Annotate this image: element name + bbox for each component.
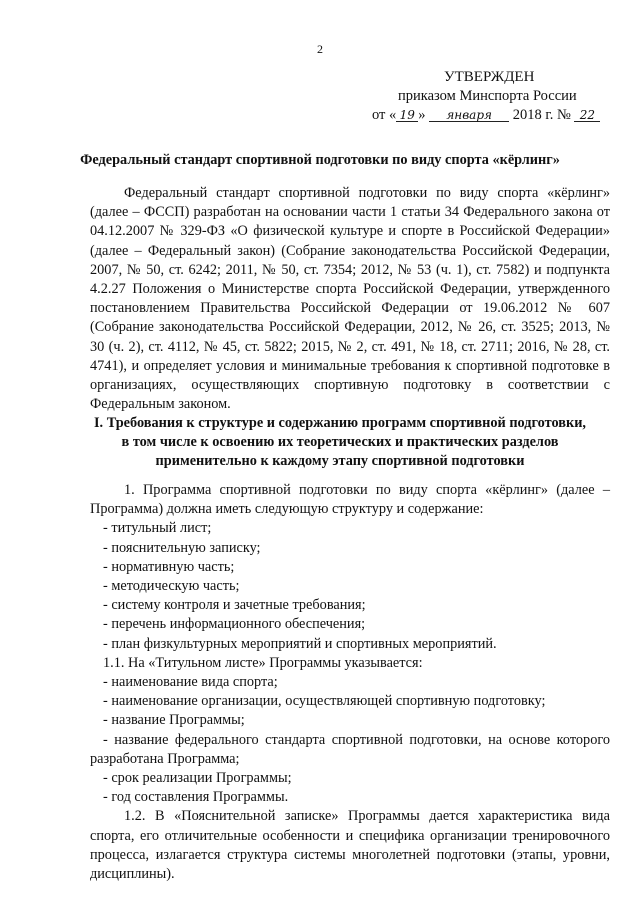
handwritten-month: января	[429, 109, 509, 122]
item-1-2: 1.2. В «Пояснительной записке» Программы дается характеристика вида спорта, его отличительные особенности и специфика организации тренировочного процесса, излагается структура системы многолетней подготовки (этапы, уровни, дисциплины).	[90, 808, 610, 883]
list-item: - название федерального стандарта спортивной подготовки, на основе которого разработана Программа;	[90, 731, 610, 767]
intro-paragraph: Федеральный стандарт спортивной подготовки по виду спорта «кёрлинг» (далее – ФССП) разработан на основании части 1 статьи 34 Федерального закона от 04.12.2007 № 329-ФЗ «О физической культуре и спорте в Российской Федерации» (далее – Федеральный закон) (Собрание законодательства Российской Федерации, 2007, № 50, ст. 6242; 2011, № 50, ст. 7354; 2012, № 53 (ч. 1), ст. 7582) и подпункта 4.2.27 Положения о Министерстве спорта Российской Федерации, утвержденного постановлением Правительства Российской Федерации от 19.06.2012 № 607 (Собрание законодательства Российской Федерации, 2012, № 26, ст. 3525; 2013, № 30 (ч. 2), ст. 4112, № 45, ст. 5822; 2015, № 2, ст. 491, № 18, ст. 2711; 2016, № 28, ст. 4741), и определяет условия и минимальные требования к спортивной подготовке в организациях, осуществляющих спортивную подготовку в соответствии с Федеральным законом.	[90, 185, 610, 413]
section-heading-line3: применительно к каждому этапу спортивной подготовки	[155, 453, 525, 470]
section-heading-line1: I. Требования к структуре и содержанию программ спортивной подготовки,	[93, 415, 587, 431]
item-1: 1. Программа спортивной подготовки по виду спорта «кёрлинг» (далее – Программа) должна иметь следующую структуру и содержание:	[90, 482, 610, 518]
section-heading	[60, 414, 620, 472]
list-item: - титульный лист;	[103, 520, 212, 537]
approval-order-line: приказом Минспорта России	[398, 88, 577, 104]
intro-block	[90, 184, 610, 414]
list-item: - наименование организации, осуществляющей спортивную подготовку;	[103, 693, 546, 710]
list-item: - пояснительную записку;	[103, 539, 261, 556]
list-item: - план физкультурных мероприятий и спортивных мероприятий.	[103, 635, 497, 652]
handwritten-order-number: 22	[574, 109, 600, 122]
handwritten-day: 19	[396, 109, 418, 122]
date-prefix: от «	[372, 107, 397, 123]
date-mid: »	[418, 107, 426, 123]
approval-date-line	[372, 106, 620, 125]
list-item: - перечень информационного обеспечения;	[103, 616, 366, 633]
list-item: - наименование вида спорта;	[103, 674, 278, 691]
date-year: 2018 г. №	[512, 107, 571, 123]
list-item: - срок реализации Программы;	[103, 770, 292, 787]
item-1-1: 1.1. На «Титульном листе» Программы указывается:	[103, 654, 423, 671]
page-number: 2	[317, 42, 323, 56]
list-item: - методическую часть;	[103, 578, 240, 595]
document-title: Федеральный стандарт спортивной подготовки по виду спорта «кёрлинг»	[80, 152, 560, 168]
section-heading-line2: в том числе к освоению их теоретических и практических разделов	[121, 434, 559, 451]
list-item: - название Программы;	[103, 712, 245, 729]
list-item: - год составления Программы.	[103, 789, 289, 806]
approval-block	[372, 68, 620, 125]
list-item: - систему контроля и зачетные требования;	[103, 597, 366, 614]
list-item: - нормативную часть;	[103, 558, 235, 575]
section-body	[90, 481, 610, 884]
approval-title: УТВЕРЖДЕН	[444, 69, 535, 85]
